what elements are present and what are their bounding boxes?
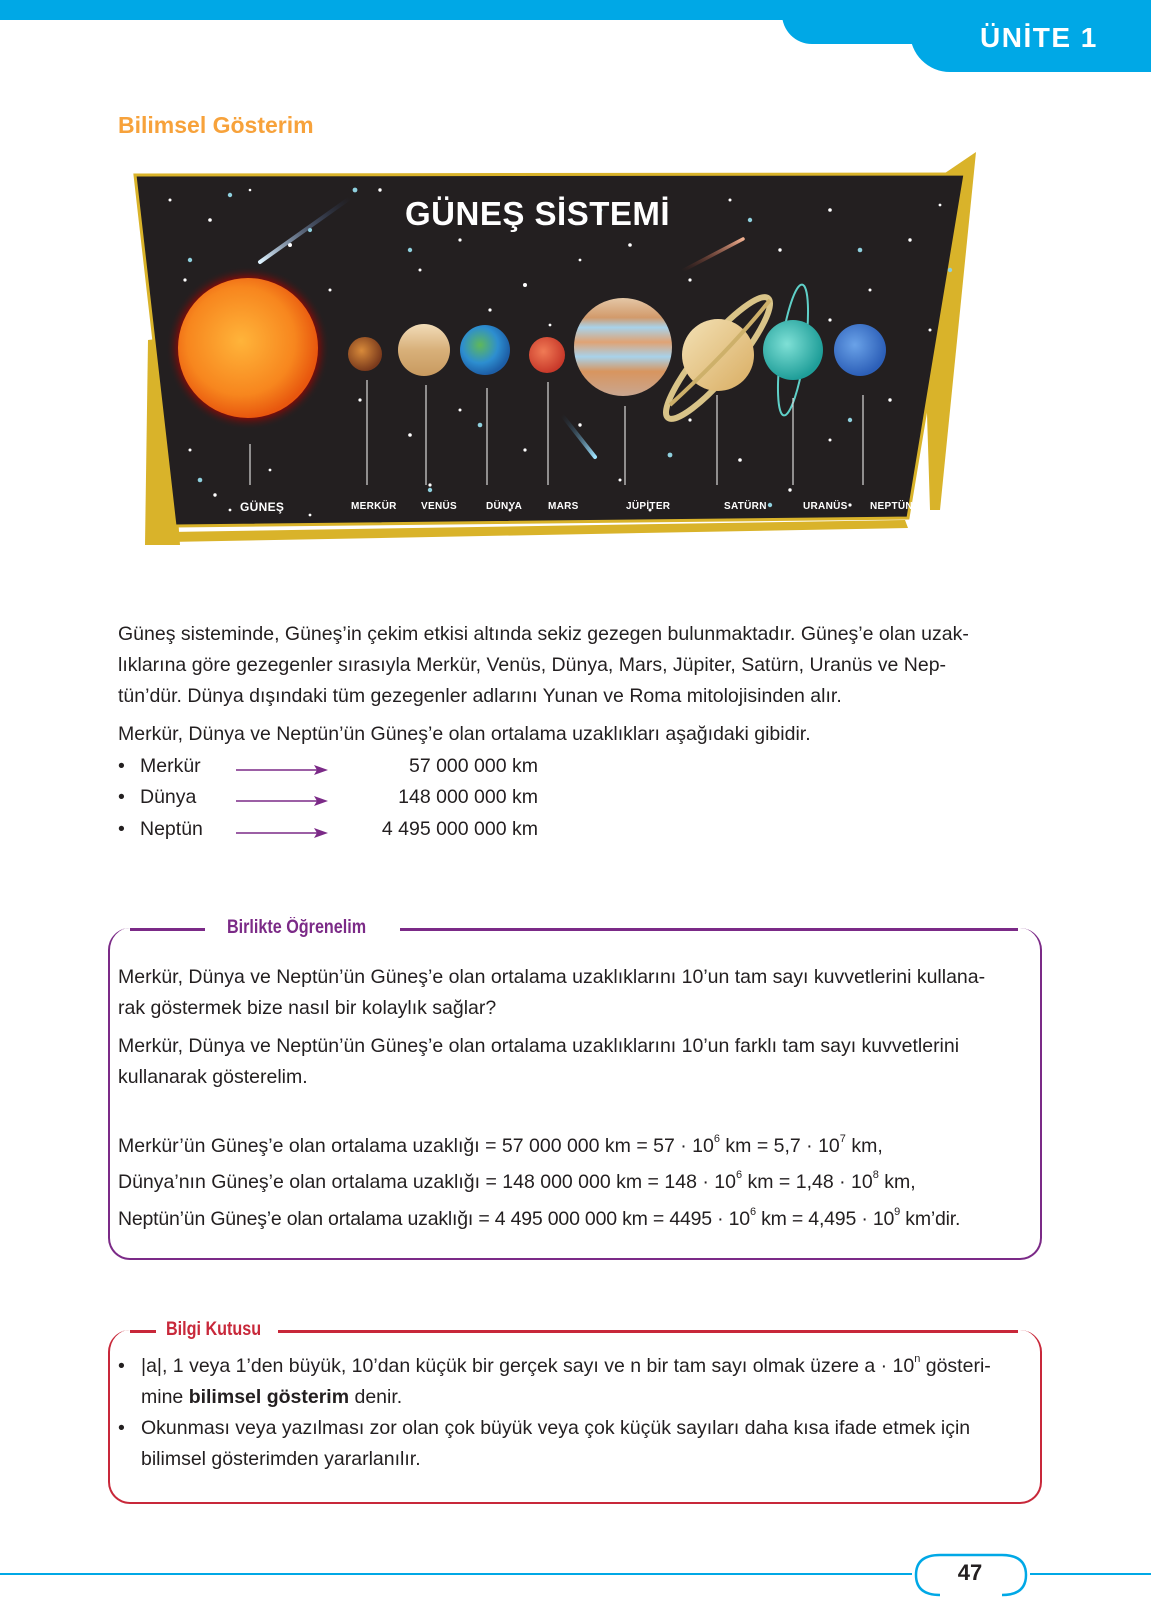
eq-lhs: Merkür’ün Güneş’e olan ortalama uzaklığı xyxy=(118,1135,480,1157)
bullet: • xyxy=(118,818,125,840)
intro-line-3: tün’dür. Dünya dışındaki tüm gezegenler adlarını Yunan ve Roma mitolojisinden alır. xyxy=(118,685,842,707)
learn-paragraph-line-1: Merkür, Dünya ve Neptün’ün Güneş’e olan ortalama uzaklıklarını 10’un farklı tam sayı kuvvetlerini xyxy=(118,1035,960,1057)
label-uranus: URANÜS xyxy=(803,501,848,512)
bullet: • xyxy=(118,786,125,808)
planet-name: Neptün xyxy=(140,818,203,840)
info-item-1-line-1 xyxy=(141,1351,1034,1382)
planet-name: Dünya xyxy=(140,786,197,808)
info-item-2-line-1: Okunması veya yazılması zor olan çok büyük veya çok küçük sayıları daha kısa ifade etmek için xyxy=(141,1417,971,1439)
eq-full: 4 495 000 000 km xyxy=(494,1208,648,1230)
page-number: 47 xyxy=(957,1560,983,1585)
poster-title: GÜNEŞ SİSTEMİ xyxy=(405,195,671,232)
eq-tail: km, xyxy=(851,1135,883,1157)
info-text: |a|, 1 veya 1’den büyük, 10’dan küçük bir gerçek sayı ve n bir tam sayı olmak üzere a · 10 xyxy=(141,1355,915,1377)
distance-value: 148 000 000 km xyxy=(398,786,538,808)
unit-label: ÜNİTE 1 xyxy=(980,22,1098,53)
learn-box-top-left-rule xyxy=(130,928,205,931)
bullet: • xyxy=(118,755,125,777)
info-box-title: Bilgi Kutusu xyxy=(166,1319,262,1340)
info-item-2-line-2: bilimsel gösterimden yararlanılır. xyxy=(141,1448,421,1470)
intro-line-1: Güneş sisteminde, Güneş’in çekim etkisi altında sekiz gezegen bulunmaktadır. Güneş’e olan uzak- xyxy=(118,623,969,645)
info-item-1-line-2 xyxy=(141,1382,1034,1413)
learn-box-title: Birlikte Öğrenelim xyxy=(227,917,367,938)
label-mars: MARS xyxy=(548,501,579,512)
label-neptun: NEPTÜN xyxy=(870,501,913,512)
arrow-icon xyxy=(236,795,328,807)
equation-dunya: Dünya’nın Güneş’e olan ortalama uzaklığı = 148 000 000 km = $148 \cdot 10^6$ km = $1,48 \cdot 10^8$ km, xyxy=(118,1168,916,1193)
label-gunes: GÜNEŞ xyxy=(240,500,285,514)
bullet: • xyxy=(118,1417,125,1439)
eq-tail: km, xyxy=(884,1171,916,1193)
info-box-top-right-rule xyxy=(278,1330,1018,1333)
eq-tail: km’dir. xyxy=(905,1208,961,1230)
label-merkur: MERKÜR xyxy=(351,501,397,512)
learn-question-line-2: rak göstermek bize nasıl bir kolaylık sağlar? xyxy=(118,997,497,1019)
eq-lhs: Neptün’ün Güneş’e olan ortalama uzaklığı xyxy=(118,1208,474,1230)
distance-intro: Merkür, Dünya ve Neptün’ün Güneş’e olan ortalama uzaklıkları aşağıdaki gibidir. xyxy=(118,723,811,745)
eq-exponent-1: 6 xyxy=(713,1132,720,1145)
distance-row-neptun xyxy=(118,818,538,848)
eq-exponent-1: 6 xyxy=(749,1205,756,1218)
eq-exponent-2: 9 xyxy=(894,1205,901,1218)
eq-full: 57 000 000 km xyxy=(501,1135,631,1157)
label-dunya: DÜNYA xyxy=(486,501,523,512)
eq-exponent-1: 6 xyxy=(735,1168,743,1181)
info-box-top-left-rule xyxy=(130,1330,156,1333)
equation-merkur: Merkür’ün Güneş’e olan ortalama uzaklığı = 57 000 000 km = $57 \cdot 10^6$ km = $5,7 \cdot 10^7$ km, xyxy=(118,1132,883,1157)
learn-question-line-1: Merkür, Dünya ve Neptün’ün Güneş’e olan ortalama uzaklıklarını 10’un tam sayı kuvvetlerini kullana- xyxy=(118,966,986,988)
eq-mantissa-2: 4,495 xyxy=(808,1208,857,1230)
arrow-icon xyxy=(236,764,328,776)
key-term: bilimsel gösterim xyxy=(188,1386,350,1408)
eq-mantissa-2: 1,48 xyxy=(795,1171,834,1193)
eq-mantissa-1: 148 xyxy=(664,1171,697,1193)
intro-line-2: lıklarına göre gezegenler sırasıyla Merkür, Venüs, Dünya, Mars, Jüpiter, Satürn, Uranüs ve Nep- xyxy=(118,654,947,676)
label-saturn: SATÜRN xyxy=(724,501,767,512)
distance-row-dunya xyxy=(118,786,538,816)
eq-mantissa-1: 57 xyxy=(653,1135,675,1157)
arrow-icon xyxy=(236,827,328,839)
eq-exponent-2: 8 xyxy=(872,1168,879,1181)
distance-value: 57 000 000 km xyxy=(408,755,538,777)
info-text: denir. xyxy=(349,1386,403,1408)
eq-exponent-2: 7 xyxy=(839,1132,846,1145)
eq-lhs: Dünya’nın Güneş’e olan ortalama uzaklığı xyxy=(118,1171,481,1193)
exponent-n: n xyxy=(914,1352,921,1365)
label-venus: VENÜS xyxy=(421,501,457,512)
info-text: mine xyxy=(141,1386,189,1408)
learn-paragraph-line-2: kullanarak gösterelim. xyxy=(118,1066,308,1088)
distance-value: 4 495 000 000 km xyxy=(381,818,538,840)
planet-name: Merkür xyxy=(140,755,201,777)
distance-row-merkur xyxy=(118,755,538,785)
bullet: • xyxy=(118,1355,125,1377)
equation-neptun: Neptün’ün Güneş’e olan ortalama uzaklığı = 4 495 000 000 km = $4495 \cdot 10^6$ km = $4,495 \cdot 10^9$ km’dir. xyxy=(118,1205,961,1230)
eq-mantissa-2: 5,7 xyxy=(773,1135,801,1157)
eq-full: 148 000 000 km xyxy=(502,1171,643,1193)
section-title: Bilimsel Gösterim xyxy=(118,112,314,138)
learn-box-top-right-rule xyxy=(400,928,1018,931)
eq-mantissa-1: 4495 xyxy=(669,1208,712,1230)
label-jupiter: JÜPİTER xyxy=(626,501,671,512)
info-text: gösteri- xyxy=(920,1355,991,1377)
